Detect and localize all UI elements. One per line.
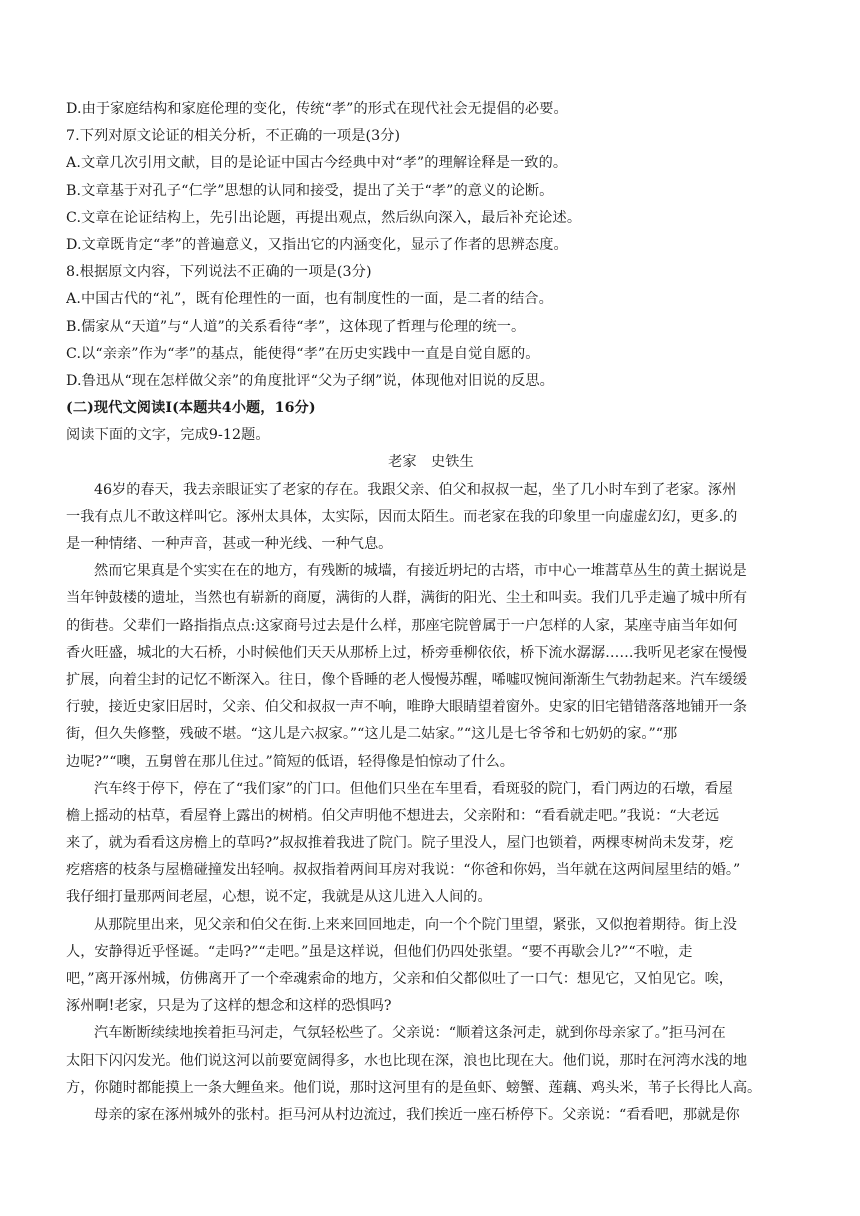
paragraph-line: 然而它果真是个实实在在的地方，有残断的城墙，有接近坍圮的古塔，市中心一堆蒿草丛生的黄土据说是 xyxy=(94,563,747,580)
option-8d: D.鲁迅从“现在怎样做父亲”的角度批评“父为子纲”说，体现他对旧说的反思。 xyxy=(66,372,554,389)
paragraph-line: 汽车断断续续地挨着拒马河走，气氛轻松些了。父亲说：“顺着这条河走，就到你母亲家了。”拒马河在 xyxy=(94,1025,726,1042)
paragraph-line: 我仔细打量那两间老屋，心想，说不定，我就是从这儿进入人间的。 xyxy=(66,889,492,906)
document-content xyxy=(66,96,796,1129)
option-6d: D.由于家庭结构和家庭伦理的变化，传统“孝”的形式在现代社会无提倡的必要。 xyxy=(66,101,568,117)
paragraph-line: 涿州啊!老家，只是为了这样的想念和这样的恐惧吗? xyxy=(66,998,392,1015)
section-heading: (二)现代文阅读Ⅰ(本题共4小题，16分) xyxy=(66,400,316,417)
paragraph-line: 疙瘩瘩的枝条与屋檐碰撞发出轻响。叔叔指着两间耳房对我说：“你爸和你妈，当年就在这两间屋里结的婚。” xyxy=(66,862,741,879)
paragraph-line: 吧，”离开涿州城，仿佛离开了一个牵魂索命的地方，父亲和伯父都似吐了一口气：想见它，又怕见它。唉， xyxy=(66,971,733,987)
article-paragraph-3 xyxy=(66,776,796,912)
paragraph-line: 行驶，接近史家旧居时，父亲、伯父和叔叔一声不响，唯睁大眼睛望着窗外。史家的旧宅错错落落地铺开一条 xyxy=(66,699,748,716)
option-7b: B.文章基于对孔子“仁学”思想的认同和接受，提出了关于“孝”的意义的论断。 xyxy=(66,182,554,199)
paragraph-line: 汽车终于停下，停在了“我们家”的门口。但他们只坐在车里看，看斑驳的院门，看门两边的石墩，看屋 xyxy=(94,780,733,797)
paragraph-line: 母亲的家在涿州城外的张村。拒马河从村边流过，我们挨近一座石桥停下。父亲说：“看看吧，那就是你 xyxy=(94,1106,740,1123)
paragraph-line: 边呢?”“噢，五舅曾在那儿住过。”简短的低语，轻得像是怕惊动了什么。 xyxy=(66,753,514,770)
paragraph-line: 当年钟鼓楼的遗址，当然也有崭新的商厦，满街的人群，满街的阳光、尘土和叫卖。我们几乎走遍了城中所有 xyxy=(66,590,748,607)
reading-instruction: 阅读下面的文字，完成9-12题。 xyxy=(66,427,270,444)
paragraph-line: 街，但久失修整，残破不堪。“这儿是六叔家。”“这儿是二姑家。”“这儿是七爷爷和七奶奶的家。”“那 xyxy=(66,726,678,743)
paragraph-line: 从那院里出来，见父亲和伯父在街.上来来回回地走，向一个个院门里望，紧张，又似抱着期待。街上没 xyxy=(94,916,737,933)
question-7: 7.下列对原文论证的相关分析，不正确的一项是(3分) xyxy=(66,128,401,145)
article-paragraph-1 xyxy=(66,477,796,559)
paragraph-line: 是一种情绪、一种声音，甚或一种光线、一种气息。 xyxy=(66,536,393,552)
paragraph-line: 人，安静得近乎怪诞。“走吗?”“走吧。”虽是这样说，但他们仍四处张望。“要不再歇会儿?”“不啦，走 xyxy=(66,943,693,960)
paragraph-line: 来了，就为看看这房檐上的草吗?”叔叔推着我进了院门。院子里没人，屋门也锁着，两棵枣树尚未发芽，疙 xyxy=(66,835,734,852)
article-paragraph-6 xyxy=(66,1102,796,1129)
option-7a: A.文章几次引用文献，目的是论证中国古今经典中对“孝”的理解诠释是一致的。 xyxy=(66,155,568,172)
option-8a: A.中国古代的“礼”，既有伦理性的一面，也有制度性的一面，是二者的结合。 xyxy=(66,291,553,308)
paragraph-line: 檐上摇动的枯草，看屋脊上露出的树梢。伯父声明他不想进去，父亲附和：“看看就走吧。”我说：“大老远 xyxy=(66,807,720,824)
question-8: 8.根据原文内容，下列说法不正确的一项是(3分) xyxy=(66,264,372,281)
paragraph-line: 香火旺盛，城北的大石桥，小时候他们天天从那桥上过，桥旁垂柳依依，桥下流水潺潺……我听见老家在慢慢 xyxy=(66,644,748,661)
paragraph-line: 扩展，向着尘封的记忆不断深入。往日，像个昏睡的老人慢慢苏醒，唏嘘叹惋间渐渐生气勃勃起来。汽车缓缓 xyxy=(66,671,748,688)
option-8c: C.以“亲亲”作为“孝”的基点，能使得“孝”在历史实践中一直是自觉自愿的。 xyxy=(66,345,540,362)
article-title: 老家 史铁生 xyxy=(388,454,474,471)
option-8b: B.儒家从“天道”与“人道”的关系看待“孝”，这体现了哲理与伦理的统一。 xyxy=(66,318,526,335)
paragraph-line: 的街巷。父辈们一路指指点点:这家商号过去是什么样，那座宅院曾属于一户怎样的人家，某座寺庙当年如何 xyxy=(66,617,738,634)
paragraph-line: 方，你随时都能摸上一条大鲤鱼来。他们说，那时这河里有的是鱼虾、螃蟹、莲藕、鸡头米，苇子长得比人高。 xyxy=(66,1079,762,1096)
article-paragraph-4 xyxy=(66,912,796,1021)
article-paragraph-2 xyxy=(66,558,796,776)
paragraph-line: 太阳下闪闪发光。他们说这河以前要宽阔得多，水也比现在深，浪也比现在大。他们说，那时在河湾水浅的地 xyxy=(66,1052,748,1069)
paragraph-line: 一我有点儿不敢这样叫它。涿州太具体，太实际，因而太陌生。而老家在我的印象里一向虚虚幻幻，更多.的 xyxy=(66,508,738,525)
paragraph-line: 46岁的春天，我去亲眼证实了老家的存在。我跟父亲、伯父和叔叔一起，坐了几小时车到了老家。涿州 xyxy=(94,481,737,498)
option-7c: C.文章在论证结构上，先引出论题，再提出观点，然后纵向深入，最后补充论述。 xyxy=(66,209,582,226)
article-paragraph-5 xyxy=(66,1020,796,1102)
option-7d: D.文章既肯定“孝”的普遍意义，又指出它的内涵变化，显示了作者的思辨态度。 xyxy=(66,236,568,253)
